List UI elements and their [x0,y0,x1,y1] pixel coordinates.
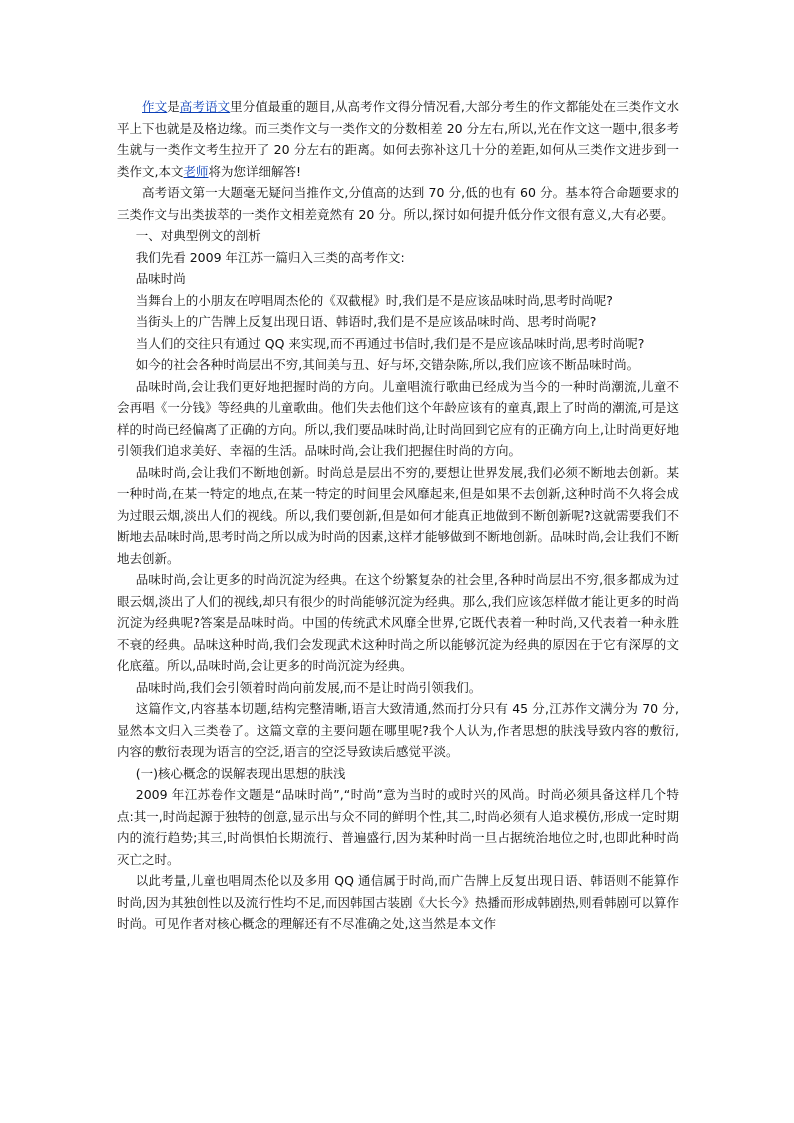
paragraph: 这篇作文,内容基本切题,结构完整清晰,语言大致清通,然而打分只有 45 分,江苏作文满分为 70 分,显然本文归入三类卷了。这篇文章的主要问题在哪里呢?我个人认为,作者思想的肤浅导致内容的敷衍,内容的敷衍表现为语言的空泛,语言的空泛导致读后感觉平淡。 [117,701,679,759]
link-zuowen[interactable]: 作文 [142,99,168,114]
paragraph: 2009 年江苏卷作文题是“品味时尚”,“时尚”意为当时的或时兴的风尚。时尚必须具备这样几个特点:其一,时尚起源于独特的创意,显示出与众不同的鲜明个性,其二,时尚必须有人追求模仿,形成一定时期内的流行趋势;其三,时尚惧怕长期流行、普遍盛行,因为某种时尚一旦占据统治地位之时,也即此种时尚灭亡之时。 [117,787,679,867]
paragraph: 当人们的交往只有通过 QQ 来实现,而不再通过书信时,我们是不是应该品味时尚,思考时尚呢? [135,335,645,351]
link-laoshi[interactable]: 老师 [183,163,209,179]
paragraph: 以此考量,儿童也唱周杰伦以及多用 QQ 通信属于时尚,而广告牌上反复出现日语、韩语则不能算作时尚,因为其独创性以及流行性均不足,而因韩国古装剧《大长今》热播而形成韩剧热,则看韩剧可以算作时尚。可见作者对核心概念的理解还有不尽准确之处,这当然是本文作 [117,873,679,931]
paragraph: 高考语文第一大题毫无疑问当推作文,分值高的达到 70 分,低的也有 60 分。基本符合命题要求的三类作文与出类拔萃的一类作文相差竟然有 20 分。所以,探讨如何提升低分作文很有意义,大有必要。 [117,185,679,222]
paragraph: 品味时尚,会让更多的时尚沉淀为经典。在这个纷繁复杂的社会里,各种时尚层出不穷,很多都成为过眼云烟,淡出了人们的视线,却只有很少的时尚能够沉淀为经典。那么,我们应该怎样做才能让更多的时尚沉淀为经典呢?答案是品味时尚。中国的传统武术风靡全世界,它既代表着一种时尚,又代表着一种永胜不衰的经典。品味这种时尚,我们会发现武术这种时尚之所以能够沉淀为经典的原因在于它有深厚的文化底蕴。所以,品味时尚,会让更多的时尚沉淀为经典。 [117,572,679,673]
essay-title: 品味时尚 [135,271,186,286]
paragraph: 当舞台上的小朋友在哼唱周杰伦的《双截棍》时,我们是不是应该品味时尚,思考时尚呢? [135,292,613,308]
intro-text-2: 里分值最重的题目,从高考作文得分情况看,大部分考生的作文都能处在三类作文水平上下也就是及格边缘。而三类作文与一类作文的分数相差 20 分左右,所以,光在作文这一题中,很多考生就与一类作文考生拉开了 20 分左右的距离。如何去弥补这几十分的差距,如何从三类作文进步到一类作文,本文 [117,99,679,179]
paragraph: 当街头上的广告牌上反复出现日语、韩语时,我们是不是应该品味时尚、思考时尚呢? [135,314,597,329]
intro-paragraph [117,96,679,182]
section-heading: 一、对典型例文的剖析 [135,228,261,243]
section-subheading: (一)核心概念的误解表现出思想的肤浅 [135,765,346,781]
link-gaokao-yuwen[interactable]: 高考语文 [179,99,231,114]
paragraph: 品味时尚,会让我们更好地把握时尚的方向。儿童唱流行歌曲已经成为当今的一种时尚潮流,儿童不会再唱《一分钱》等经典的儿童歌曲。他们失去他们这个年龄应该有的童真,跟上了时尚的潮流,可是这样的时尚已经偏离了正确的方向。所以,我们要品味时尚,让时尚回到它应有的正确方向上,让时尚更好地引领我们追求美好、幸福的生活。品味时尚,会让我们把握住时尚的方向。 [117,378,679,458]
document-page [117,96,679,935]
intro-text-1: 是 [167,99,180,114]
paragraph: 品味时尚,我们会引领着时尚向前发展,而不是让时尚引领我们。 [135,679,482,695]
paragraph: 我们先看 2009 年江苏一篇归入三类的高考作文: [135,249,405,265]
paragraph: 如今的社会各种时尚层出不穷,其间美与丑、好与坏,交错杂陈,所以,我们应该不断品味时尚。 [135,357,640,372]
intro-text-3: 将为您详细解答! [208,163,302,179]
paragraph: 品味时尚,会让我们不断地创新。时尚总是层出不穷的,要想让世界发展,我们必须不断地去创新。某一种时尚,在某一特定的地点,在某一特定的时间里会风靡起来,但是如果不去创新,这种时尚不久将会成为过眼云烟,淡出人们的视线。所以,我们要创新,但是如何才能真正地做到不断创新呢?这就需要我们不断地去品味时尚,思考时尚之所以成为时尚的因素,这样才能够做到不断地创新。品味时尚,会让我们不断地去创新。 [117,464,679,566]
